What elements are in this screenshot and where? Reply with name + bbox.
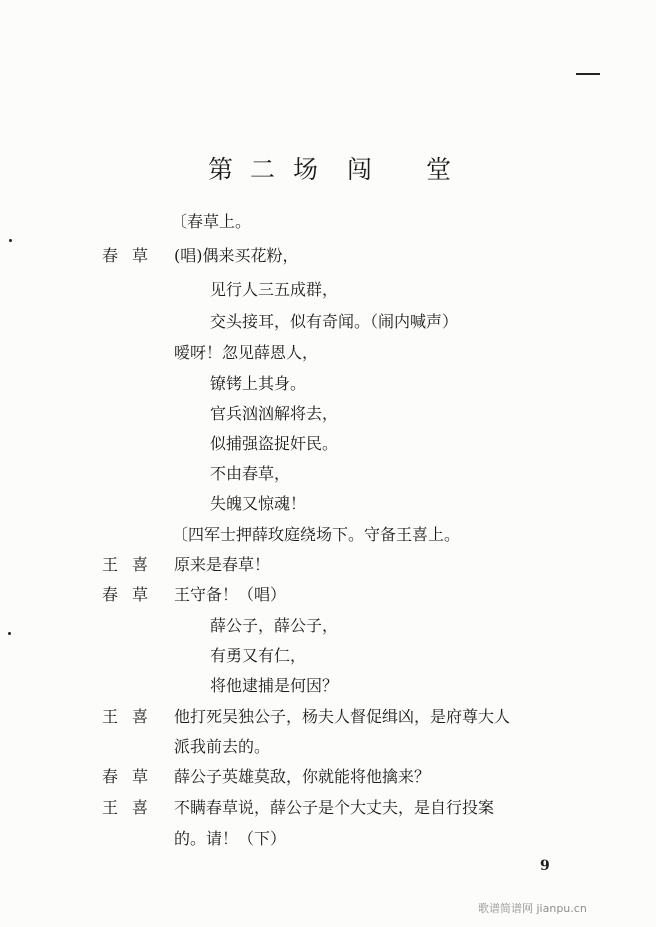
verse-line: 见行人三五成群，: [210, 280, 339, 299]
dialogue-line: (唱)偶来买花粉，: [174, 246, 299, 265]
verse-line: 失魄又惊魂！: [210, 494, 307, 513]
title-char: 堂: [426, 155, 452, 184]
verse-line: 有勇又有仁，: [210, 646, 307, 665]
dialogue-line: 薛公子英雄莫敌，你就能将他擒来？: [174, 767, 431, 786]
page-number: 9: [540, 858, 550, 874]
verse-line: 嗳呀！忽见薛恩人，: [174, 343, 319, 362]
speaker-name: 春草: [102, 767, 163, 786]
stage-direction: 〔春草上。: [171, 212, 252, 231]
scan-speck: [8, 632, 11, 635]
speaker-name: 王喜: [102, 707, 163, 726]
speaker-name: 春草: [102, 246, 163, 265]
stage-direction: 〔四军士押薛玫庭绕场下。守备王喜上。: [172, 525, 461, 544]
site-watermark: 歌谱简谱网 jianpu.cn: [478, 902, 587, 915]
dialogue-line: 的。请！（下）: [174, 829, 287, 848]
title-char: 二: [250, 155, 276, 184]
speaker-name: 王喜: [102, 798, 163, 817]
edge-mark: [576, 73, 600, 75]
dialogue-line: 他打死吴独公子，杨夫人督促缉凶，是府尊大人: [174, 707, 511, 726]
verse-line: 官兵汹汹解将去，: [210, 404, 339, 423]
title-char: 第: [208, 155, 234, 184]
verse-line: 将他逮捕是何因？: [210, 676, 339, 695]
verse-line: 似捕强盗捉奸民。: [210, 434, 339, 453]
verse-line: 交头接耳，似有奇闻。（闹内喊声）: [210, 312, 459, 331]
scan-speck: [9, 239, 12, 242]
speaker-name: 王喜: [102, 555, 163, 574]
dialogue-line: 原来是春草！: [174, 555, 271, 574]
verse-line: 薛公子，薛公子，: [210, 616, 339, 635]
title-char: 场: [293, 155, 319, 184]
dialogue-line: 不瞒春草说，薛公子是个大丈夫，是自行投案: [174, 798, 495, 817]
verse-line: 不由春草，: [210, 464, 291, 483]
dialogue-line: 王守备！（唱）: [174, 585, 287, 604]
speaker-name: 春草: [102, 585, 163, 604]
verse-line: 镣铐上其身。: [210, 374, 307, 393]
title-char: 闯: [347, 155, 373, 184]
scene-title: [200, 150, 460, 190]
dialogue-line: 派我前去的。: [174, 737, 271, 756]
